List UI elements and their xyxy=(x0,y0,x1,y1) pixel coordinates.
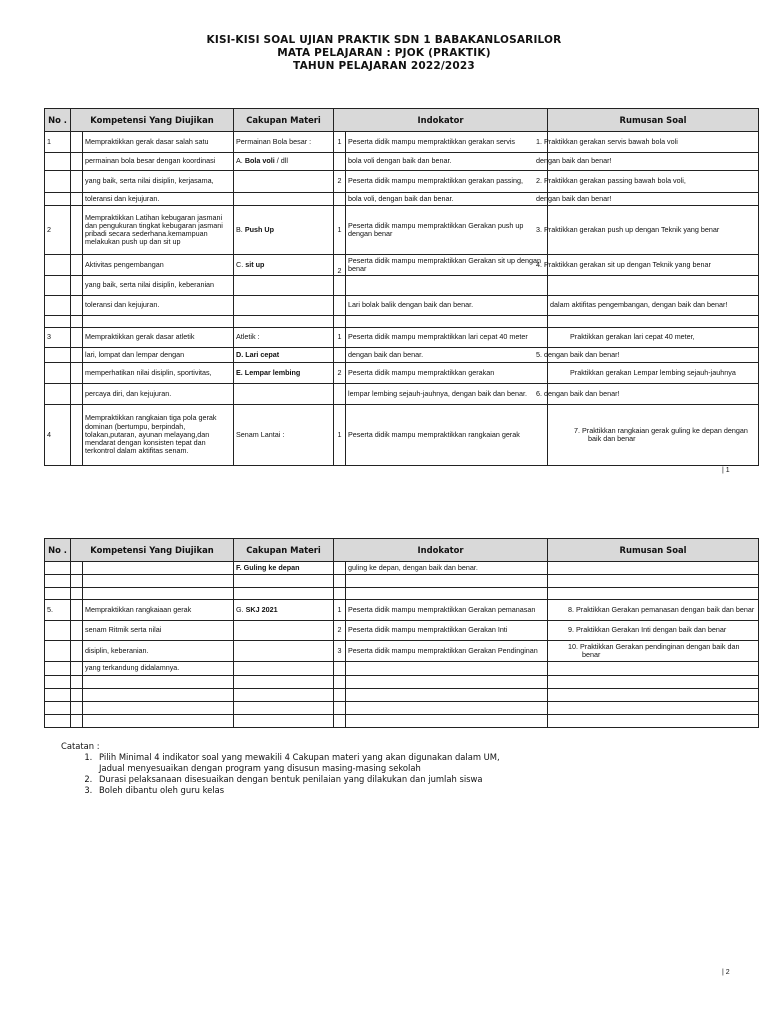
cell: 2. Praktikkan gerakan passing bawah bola voli, xyxy=(548,171,759,193)
cell: 3 xyxy=(334,641,346,662)
table-row xyxy=(45,405,759,466)
notes-section xyxy=(61,741,519,796)
header-year: TAHUN PELAJARAN 2022/2023 xyxy=(293,60,475,72)
cell xyxy=(234,255,334,276)
cell xyxy=(334,348,346,363)
cell xyxy=(45,621,71,641)
cell xyxy=(334,384,346,405)
cell: 8. Praktikkan Gerakan pemanasan dengan baik dan benar xyxy=(548,600,759,621)
materi-suffix: / dll xyxy=(274,156,288,166)
cell xyxy=(334,715,346,728)
cell xyxy=(45,276,71,296)
cell xyxy=(71,316,83,328)
cell xyxy=(234,276,334,296)
cell: Peserta didik mampu mempraktikkan Gerakan push up dengan benar xyxy=(346,206,548,255)
cell: Mempraktikkan gerak dasar salah satu xyxy=(83,132,234,153)
cell: percaya diri, dan kejujuran. xyxy=(83,384,234,405)
cell: 1 xyxy=(334,132,346,153)
cell xyxy=(346,588,548,600)
cell xyxy=(334,296,346,316)
table-row xyxy=(45,662,759,676)
table-row xyxy=(45,255,759,276)
cell: Peserta didik mampu mempraktikkan gerakan servis xyxy=(346,132,548,153)
cell xyxy=(45,715,71,728)
table-header-row xyxy=(45,109,759,132)
cell xyxy=(45,662,71,676)
cell xyxy=(71,662,83,676)
cell xyxy=(548,588,759,600)
cell: 1 xyxy=(334,600,346,621)
cell: 3 xyxy=(45,328,71,348)
cell: 3. Praktikkan gerakan push up dengan Teknik yang benar xyxy=(548,206,759,255)
materi-letter: B. xyxy=(236,224,245,234)
cell xyxy=(45,153,71,171)
cell: 10. Praktikkan Gerakan pendinginan dengan baik dan benar xyxy=(548,641,759,662)
table-row xyxy=(45,384,759,405)
table-row xyxy=(45,621,759,641)
cell: Permainan Bola besar : xyxy=(234,132,334,153)
cell: bola voli dengan baik dan benar. xyxy=(346,153,548,171)
cell: disiplin, keberanian. xyxy=(83,641,234,662)
table-row xyxy=(45,363,759,384)
cell: toleransi dan kejujuran. xyxy=(83,296,234,316)
cell xyxy=(71,689,83,702)
col-header-no: No . xyxy=(45,539,71,562)
cell: Peserta didik mampu mempraktikkan gerakan xyxy=(346,363,548,384)
cell xyxy=(71,384,83,405)
cell: 1 xyxy=(334,328,346,348)
cell xyxy=(346,676,548,689)
cell: Senam Lantai : xyxy=(234,405,334,466)
header-subject: MATA PELAJARAN : PJOK (PRAKTIK) xyxy=(277,47,491,59)
cell: permainan bola besar dengan koordinasi xyxy=(83,153,234,171)
cell xyxy=(83,715,234,728)
cell: yang baik, serta nilai disiplin, kerjasama, xyxy=(83,171,234,193)
notes-list xyxy=(61,752,519,796)
cell: 4. Praktikkan gerakan sit up dengan Teknik yang benar xyxy=(548,255,759,276)
notes-title: Catatan : xyxy=(61,741,100,751)
materi-push-up: Push Up xyxy=(244,224,274,234)
cell: 4 xyxy=(45,405,71,466)
cell: lari, lompat dan lempar dengan xyxy=(83,348,234,363)
cell: lempar lembing sejauh-jauhnya, dengan baik dan benar. xyxy=(346,384,548,405)
cell: dengan baik dan benar! xyxy=(548,193,759,206)
cell xyxy=(71,621,83,641)
cell xyxy=(71,206,83,255)
cell xyxy=(83,702,234,715)
cell xyxy=(234,689,334,702)
cell xyxy=(548,575,759,588)
col-header-rumusan: Rumusan Soal xyxy=(548,539,759,562)
note-item: 1. Pilih Minimal 4 indikator soal yang mewakili 4 Cakupan materi yang akan digunakan dalam UM, Jadual menyesuaikan dengan program yang disusun masing-masing sekolah xyxy=(95,752,519,774)
materi-lempar-lembing: E. Lempar lembing xyxy=(236,367,301,377)
cell xyxy=(234,153,334,171)
cell xyxy=(45,641,71,662)
cell xyxy=(71,405,83,466)
cell xyxy=(346,702,548,715)
cell xyxy=(45,562,71,575)
col-header-kompetensi: Kompetensi Yang Diujikan xyxy=(71,109,234,132)
cell xyxy=(83,689,234,702)
cell xyxy=(71,255,83,276)
cell xyxy=(71,588,83,600)
cell xyxy=(45,296,71,316)
cell: Atletik : xyxy=(234,328,334,348)
cell xyxy=(346,662,548,676)
cell: Peserta didik mampu mempraktikkan lari cepat 40 meter xyxy=(346,328,548,348)
cell xyxy=(234,575,334,588)
cell xyxy=(234,702,334,715)
cell xyxy=(71,276,83,296)
cell xyxy=(548,676,759,689)
cell xyxy=(45,316,71,328)
cell xyxy=(234,662,334,676)
cell: Peserta didik mampu mempraktikkan Gerakan Inti xyxy=(346,621,548,641)
cell: Praktikkan gerakan lari cepat 40 meter, xyxy=(548,328,759,348)
cell xyxy=(234,600,334,621)
cell: Mempraktikkan gerak dasar atletik xyxy=(83,328,234,348)
cell: memperhatikan nilai disiplin, sportivitas, xyxy=(83,363,234,384)
materi-sit-up: sit up xyxy=(245,259,265,269)
cell: yang baik, serta nilai disiplin, keberanian xyxy=(83,276,234,296)
table-row xyxy=(45,641,759,662)
table-row xyxy=(45,689,759,702)
cell xyxy=(346,316,548,328)
cell xyxy=(71,641,83,662)
cell: bola voli, dengan baik dan benar. xyxy=(346,193,548,206)
cell xyxy=(71,715,83,728)
cell xyxy=(71,328,83,348)
cell xyxy=(234,296,334,316)
cell xyxy=(548,276,759,296)
cell xyxy=(71,363,83,384)
cell xyxy=(71,702,83,715)
cell: dengan baik dan benar! xyxy=(548,153,759,171)
cell: Peserta didik mampu mempraktikkan Gerakan Pendinginan xyxy=(346,641,548,662)
cell: Mempraktikkan rangkaian tiga pola gerak dominan (bertumpu, berpindah, tolakan,putaran, ayunan melayang,dan mendarat dengan konsisten tepat dan terkontrol dalam aktifitas senam. xyxy=(83,405,234,466)
table-row xyxy=(45,588,759,600)
cell xyxy=(45,363,71,384)
cell xyxy=(334,562,346,575)
cell xyxy=(234,384,334,405)
cell xyxy=(346,575,548,588)
cell xyxy=(71,562,83,575)
cell xyxy=(234,562,334,575)
table-row xyxy=(45,702,759,715)
col-header-no: No . xyxy=(45,109,71,132)
col-header-cakupan: Cakupan Materi xyxy=(234,109,334,132)
cell: Mempraktikkan rangkaiaan gerak xyxy=(83,600,234,621)
table-row xyxy=(45,193,759,206)
cell xyxy=(334,276,346,296)
cell xyxy=(71,193,83,206)
table-row xyxy=(45,296,759,316)
cell xyxy=(45,575,71,588)
cell xyxy=(334,193,346,206)
page-number-1: | 1 xyxy=(722,467,730,474)
table-row xyxy=(45,132,759,153)
cell xyxy=(334,588,346,600)
cell xyxy=(71,676,83,689)
cell xyxy=(346,689,548,702)
cell xyxy=(71,296,83,316)
cell: Peserta didik mampu mempraktikkan gerakan passing, xyxy=(346,171,548,193)
cell: guling ke depan, dengan baik dan benar. xyxy=(346,562,548,575)
cell xyxy=(45,384,71,405)
cell: 1 xyxy=(45,132,71,153)
cell xyxy=(234,348,334,363)
table-row xyxy=(45,676,759,689)
materi-letter: C. xyxy=(236,259,246,269)
cell: 9. Praktikkan Gerakan Inti dengan baik dan benar xyxy=(548,621,759,641)
cell xyxy=(71,348,83,363)
col-header-indikator: Indokator xyxy=(334,539,548,562)
cell xyxy=(334,689,346,702)
cell xyxy=(548,662,759,676)
cell xyxy=(234,193,334,206)
cell: 2 xyxy=(334,255,346,276)
header-title: KISI-KISI SOAL UJIAN PRAKTIK SDN 1 BABAKANLOSARILOR xyxy=(206,34,562,46)
cell: dalam aktifitas pengembangan, dengan baik dan benar! xyxy=(548,296,759,316)
cell xyxy=(83,562,234,575)
grid-table-page-1 xyxy=(44,108,759,466)
cell xyxy=(334,676,346,689)
cell: 1 xyxy=(334,206,346,255)
materi-letter: A. xyxy=(236,156,245,166)
cell: 2 xyxy=(334,363,346,384)
cell: Aktivitas pengembangan xyxy=(83,255,234,276)
table-row xyxy=(45,715,759,728)
table-row xyxy=(45,316,759,328)
cell xyxy=(334,702,346,715)
cell xyxy=(548,562,759,575)
col-header-kompetensi: Kompetensi Yang Diujikan xyxy=(71,539,234,562)
table-row xyxy=(45,575,759,588)
cell: 1 xyxy=(334,405,346,466)
table-header-row xyxy=(45,539,759,562)
cell xyxy=(234,621,334,641)
cell xyxy=(83,676,234,689)
cell xyxy=(83,588,234,600)
cell: Peserta didik mampu mempraktikkan rangkaian gerak xyxy=(346,405,548,466)
table-row xyxy=(45,206,759,255)
cell: toleransi dan kejujuran. xyxy=(83,193,234,206)
table-row xyxy=(45,562,759,575)
table-row xyxy=(45,600,759,621)
cell xyxy=(71,171,83,193)
cell xyxy=(234,715,334,728)
cell: 5. xyxy=(45,600,71,621)
cell xyxy=(334,316,346,328)
cell xyxy=(71,132,83,153)
cell: senam Ritmik serta nilai xyxy=(83,621,234,641)
cell: 6. dengan baik dan benar! xyxy=(548,384,759,405)
cell xyxy=(83,316,234,328)
cell xyxy=(234,363,334,384)
cell: Praktikkan gerakan Lempar lembing sejauh-jauhnya xyxy=(548,363,759,384)
cell xyxy=(71,600,83,621)
cell xyxy=(234,588,334,600)
table-row xyxy=(45,153,759,171)
cell: 2 xyxy=(334,621,346,641)
materi-lari-cepat: D. Lari cepat xyxy=(236,349,280,359)
cell xyxy=(548,689,759,702)
cell: 5. dengan baik dan benar! xyxy=(548,348,759,363)
col-header-cakupan: Cakupan Materi xyxy=(234,539,334,562)
note-item: 3. Boleh dibantu oleh guru kelas xyxy=(95,785,519,796)
grid-table-page-2 xyxy=(44,538,759,728)
cell xyxy=(334,153,346,171)
cell: 7. Praktikkan rangkaian gerak guling ke depan dengan baik dan benar xyxy=(548,405,759,466)
cell xyxy=(548,715,759,728)
materi-skj: SKJ 2021 xyxy=(245,604,278,614)
cell: Mempraktikkan Latihan kebugaran jasmani dan pengukuran tingkat kebugaran jasmani pribadi secara sederhana.kemampuan melakukan push up dan sit up xyxy=(83,206,234,255)
materi-letter: G. xyxy=(236,604,246,614)
note-item: 2. Durasi pelaksanaan disesuaikan dengan bentuk penilaian yang dilakukan dan jumlah siswa xyxy=(95,774,519,785)
cell: 1. Praktikkan gerakan servis bawah bola voli xyxy=(548,132,759,153)
table-row xyxy=(45,348,759,363)
cell xyxy=(346,715,548,728)
cell xyxy=(45,689,71,702)
cell xyxy=(334,575,346,588)
col-header-rumusan: Rumusan Soal xyxy=(548,109,759,132)
cell xyxy=(71,153,83,171)
cell xyxy=(45,588,71,600)
cell xyxy=(45,255,71,276)
page-number-2: | 2 xyxy=(722,969,730,976)
cell xyxy=(234,316,334,328)
cell: dengan baik dan benar. xyxy=(346,348,548,363)
table-row xyxy=(45,276,759,296)
cell: 2 xyxy=(334,171,346,193)
cell xyxy=(45,193,71,206)
table-row xyxy=(45,328,759,348)
table-row xyxy=(45,171,759,193)
cell xyxy=(548,316,759,328)
col-header-indikator: Indokator xyxy=(334,109,548,132)
cell xyxy=(45,702,71,715)
materi-bola-voli: Bola voli xyxy=(244,156,275,166)
cell xyxy=(346,276,548,296)
cell xyxy=(234,676,334,689)
cell xyxy=(71,575,83,588)
cell xyxy=(83,575,234,588)
cell xyxy=(45,676,71,689)
cell: Lari bolak balik dengan baik dan benar. xyxy=(346,296,548,316)
cell xyxy=(234,206,334,255)
cell: Peserta didik mampu mempraktikkan Gerakan pemanasan xyxy=(346,600,548,621)
document-header xyxy=(0,34,768,73)
cell xyxy=(45,171,71,193)
cell xyxy=(548,702,759,715)
cell xyxy=(234,641,334,662)
materi-guling: F. Guling ke depan xyxy=(236,562,300,572)
cell: Peserta didik mampu mempraktikkan Gerakan sit up dengan benar xyxy=(346,255,548,276)
cell xyxy=(45,348,71,363)
cell xyxy=(234,171,334,193)
cell xyxy=(334,662,346,676)
cell: yang terkandung didalamnya. xyxy=(83,662,234,676)
cell: 2 xyxy=(45,206,71,255)
